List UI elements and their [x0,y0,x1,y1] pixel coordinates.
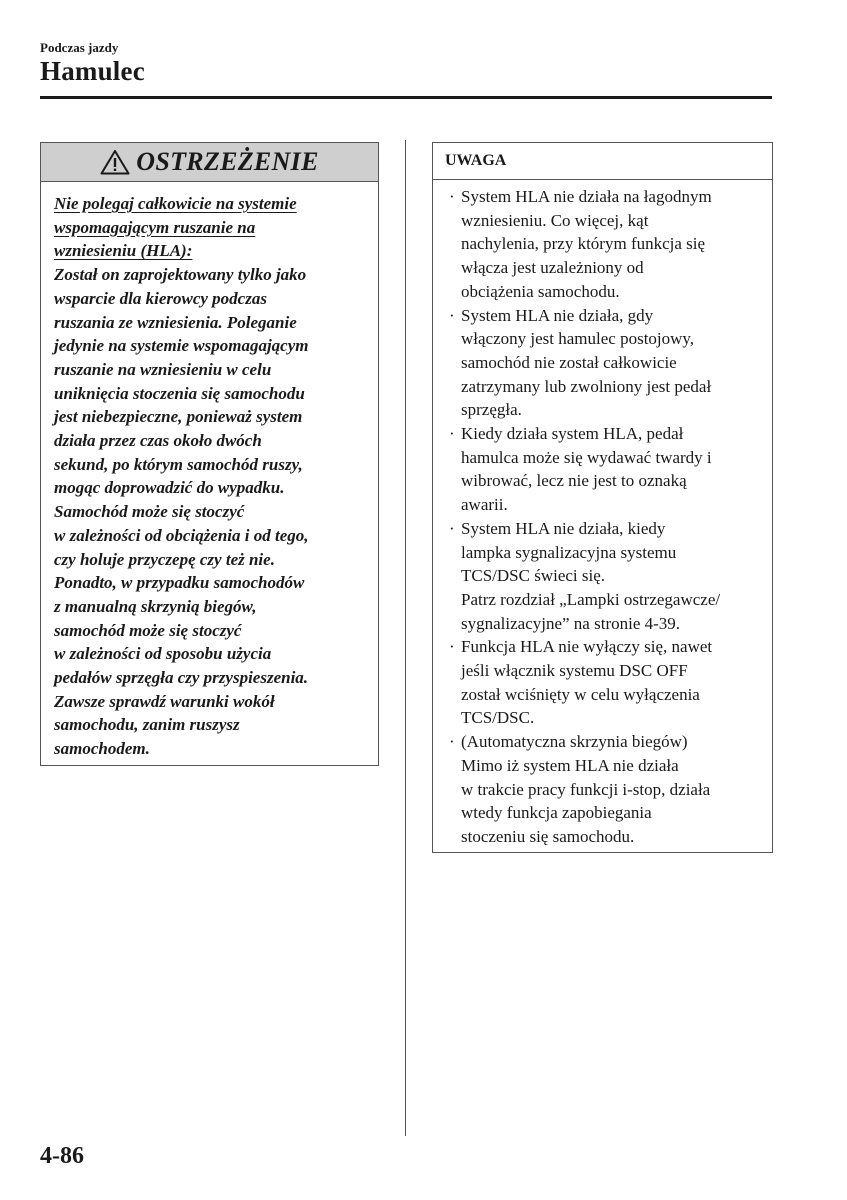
note-item-line: włącza jest uzależniony od [461,258,644,278]
note-item-line: Mimo iż system HLA nie działa [461,755,679,775]
note-item-line: włączony jest hamulec postojowy, [461,329,695,349]
warning-text-line: z manualną skrzynią biegów, [54,596,257,616]
note-item-line: hamulca może się wydawać twardy i [461,447,712,467]
note-item-line: obciążenia samochodu. [461,281,620,301]
warning-text-line: pedałów sprzęgła czy przyspieszenia. [54,668,309,688]
page-number: 4-86 [40,1143,84,1169]
note-item-line: lampka sygnalizacyjna systemu [461,542,677,562]
note-item-line: sygnalizacyjne” na stronie 4-39. [461,613,681,633]
note-item [433,730,772,849]
warning-text-line: jedynie na systemie wspomagającym [54,336,309,356]
note-item-line: System HLA nie działa na łagodnym [461,187,712,206]
warning-text-line: ruszania ze wzniesienia. Poleganie [54,312,297,332]
column-divider [405,140,406,1136]
warning-text-line: Samochód może się stoczyć [54,502,245,522]
warning-text-line: samochód może się stoczyć [54,620,242,640]
warning-text-line: w zależności od obciążenia i od tego, [54,525,309,545]
warning-text-line: mogąc doprowadzić do wypadku. [54,478,285,498]
note-item-line: TCS/DSC. [461,708,535,728]
warning-text-line: samochodem. [54,739,150,759]
warning-text-line: ruszanie na wzniesieniu w celu [54,359,272,379]
note-item-line: nachylenia, przy którym funkcja się [461,234,706,254]
warning-title: OSTRZEŻENIE [136,147,319,176]
note-item-line: awarii. [461,495,508,515]
warning-icon [100,149,130,175]
note-item-line: samochód nie został całkowicie [461,352,677,372]
warning-header [41,143,378,182]
note-item-line: jeśli włącznik systemu DSC OFF [461,661,688,681]
bullet-icon: · [449,518,455,538]
note-item [433,517,772,636]
warning-text-line: samochodu, zanim ruszysz [54,715,240,735]
note-item-line: wzniesieniu. Co więcej, kąt [461,210,649,230]
warning-text-line: jest niebezpieczne, ponieważ system [54,407,303,427]
warning-text-line: Zawsze sprawdź warunki wokół [54,691,275,711]
note-item-line: Patrz rozdział „Lampki ostrzegawcze/ [461,589,721,609]
note-item-line: sprzęgła. [461,400,522,420]
note-item-line: TCS/DSC świeci się. [461,566,606,586]
note-item-line: Funkcja HLA nie wyłączy się, nawet [461,637,713,657]
note-item-line: System HLA nie działa, gdy [461,305,654,325]
note-item-line: wibrować, lecz nie jest to oznaką [461,471,687,491]
warning-text [54,263,366,761]
section-label: Podczas jazdy [40,40,119,55]
note-item-line: Kiedy działa system HLA, pedał [461,424,684,444]
warning-text-line: wsparcie dla kierowcy podczas [54,288,267,308]
note-header: UWAGA [433,143,772,180]
warning-heading [54,192,366,263]
note-item-line: w trakcie pracy funkcji i-stop, działa [461,779,711,799]
note-item [433,185,772,304]
warning-box [40,142,379,766]
note-item-line: zatrzymany lub zwolniony jest pedał [461,376,712,396]
note-item-line: (Automatyczna skrzynia biegów) [461,732,688,752]
note-item-line: został wciśnięty w celu wyłączenia [461,684,700,704]
warning-heading-line: wzniesieniu (HLA): [54,241,193,261]
note-item-line: stoczeniu się samochodu. [461,826,635,846]
warning-text-line: działa przez czas około dwóch [54,431,262,451]
warning-heading-line: Nie polegaj całkowicie na systemie [54,194,297,213]
note-item-line: wtedy funkcja zapobiegania [461,803,652,823]
title-rule [40,96,772,99]
note-item [433,422,772,517]
warning-body [41,182,378,761]
bullet-icon: · [449,637,455,657]
bullet-icon: · [449,305,455,325]
bullet-icon: · [449,732,455,752]
warning-heading-line: wspomagającym ruszanie na [54,217,256,237]
warning-text-line: Został on zaprojektowany tylko jako [54,265,307,285]
warning-text-line: uniknięcia stoczenia się samochodu [54,383,305,403]
page-title: Hamulec [40,56,145,86]
note-item-line: System HLA nie działa, kiedy [461,518,666,538]
note-box [432,142,773,853]
warning-text-line: Ponadto, w przypadku samochodów [54,573,305,593]
warning-text-line: w zależności od sposobu użycia [54,644,272,664]
note-list [433,180,772,849]
warning-text-line: czy holuje przyczepę czy też nie. [54,549,275,569]
bullet-icon: · [449,187,455,206]
note-item [433,304,772,423]
bullet-icon: · [449,424,455,444]
warning-text-line: sekund, po którym samochód ruszy, [54,454,303,474]
note-item [433,635,772,730]
